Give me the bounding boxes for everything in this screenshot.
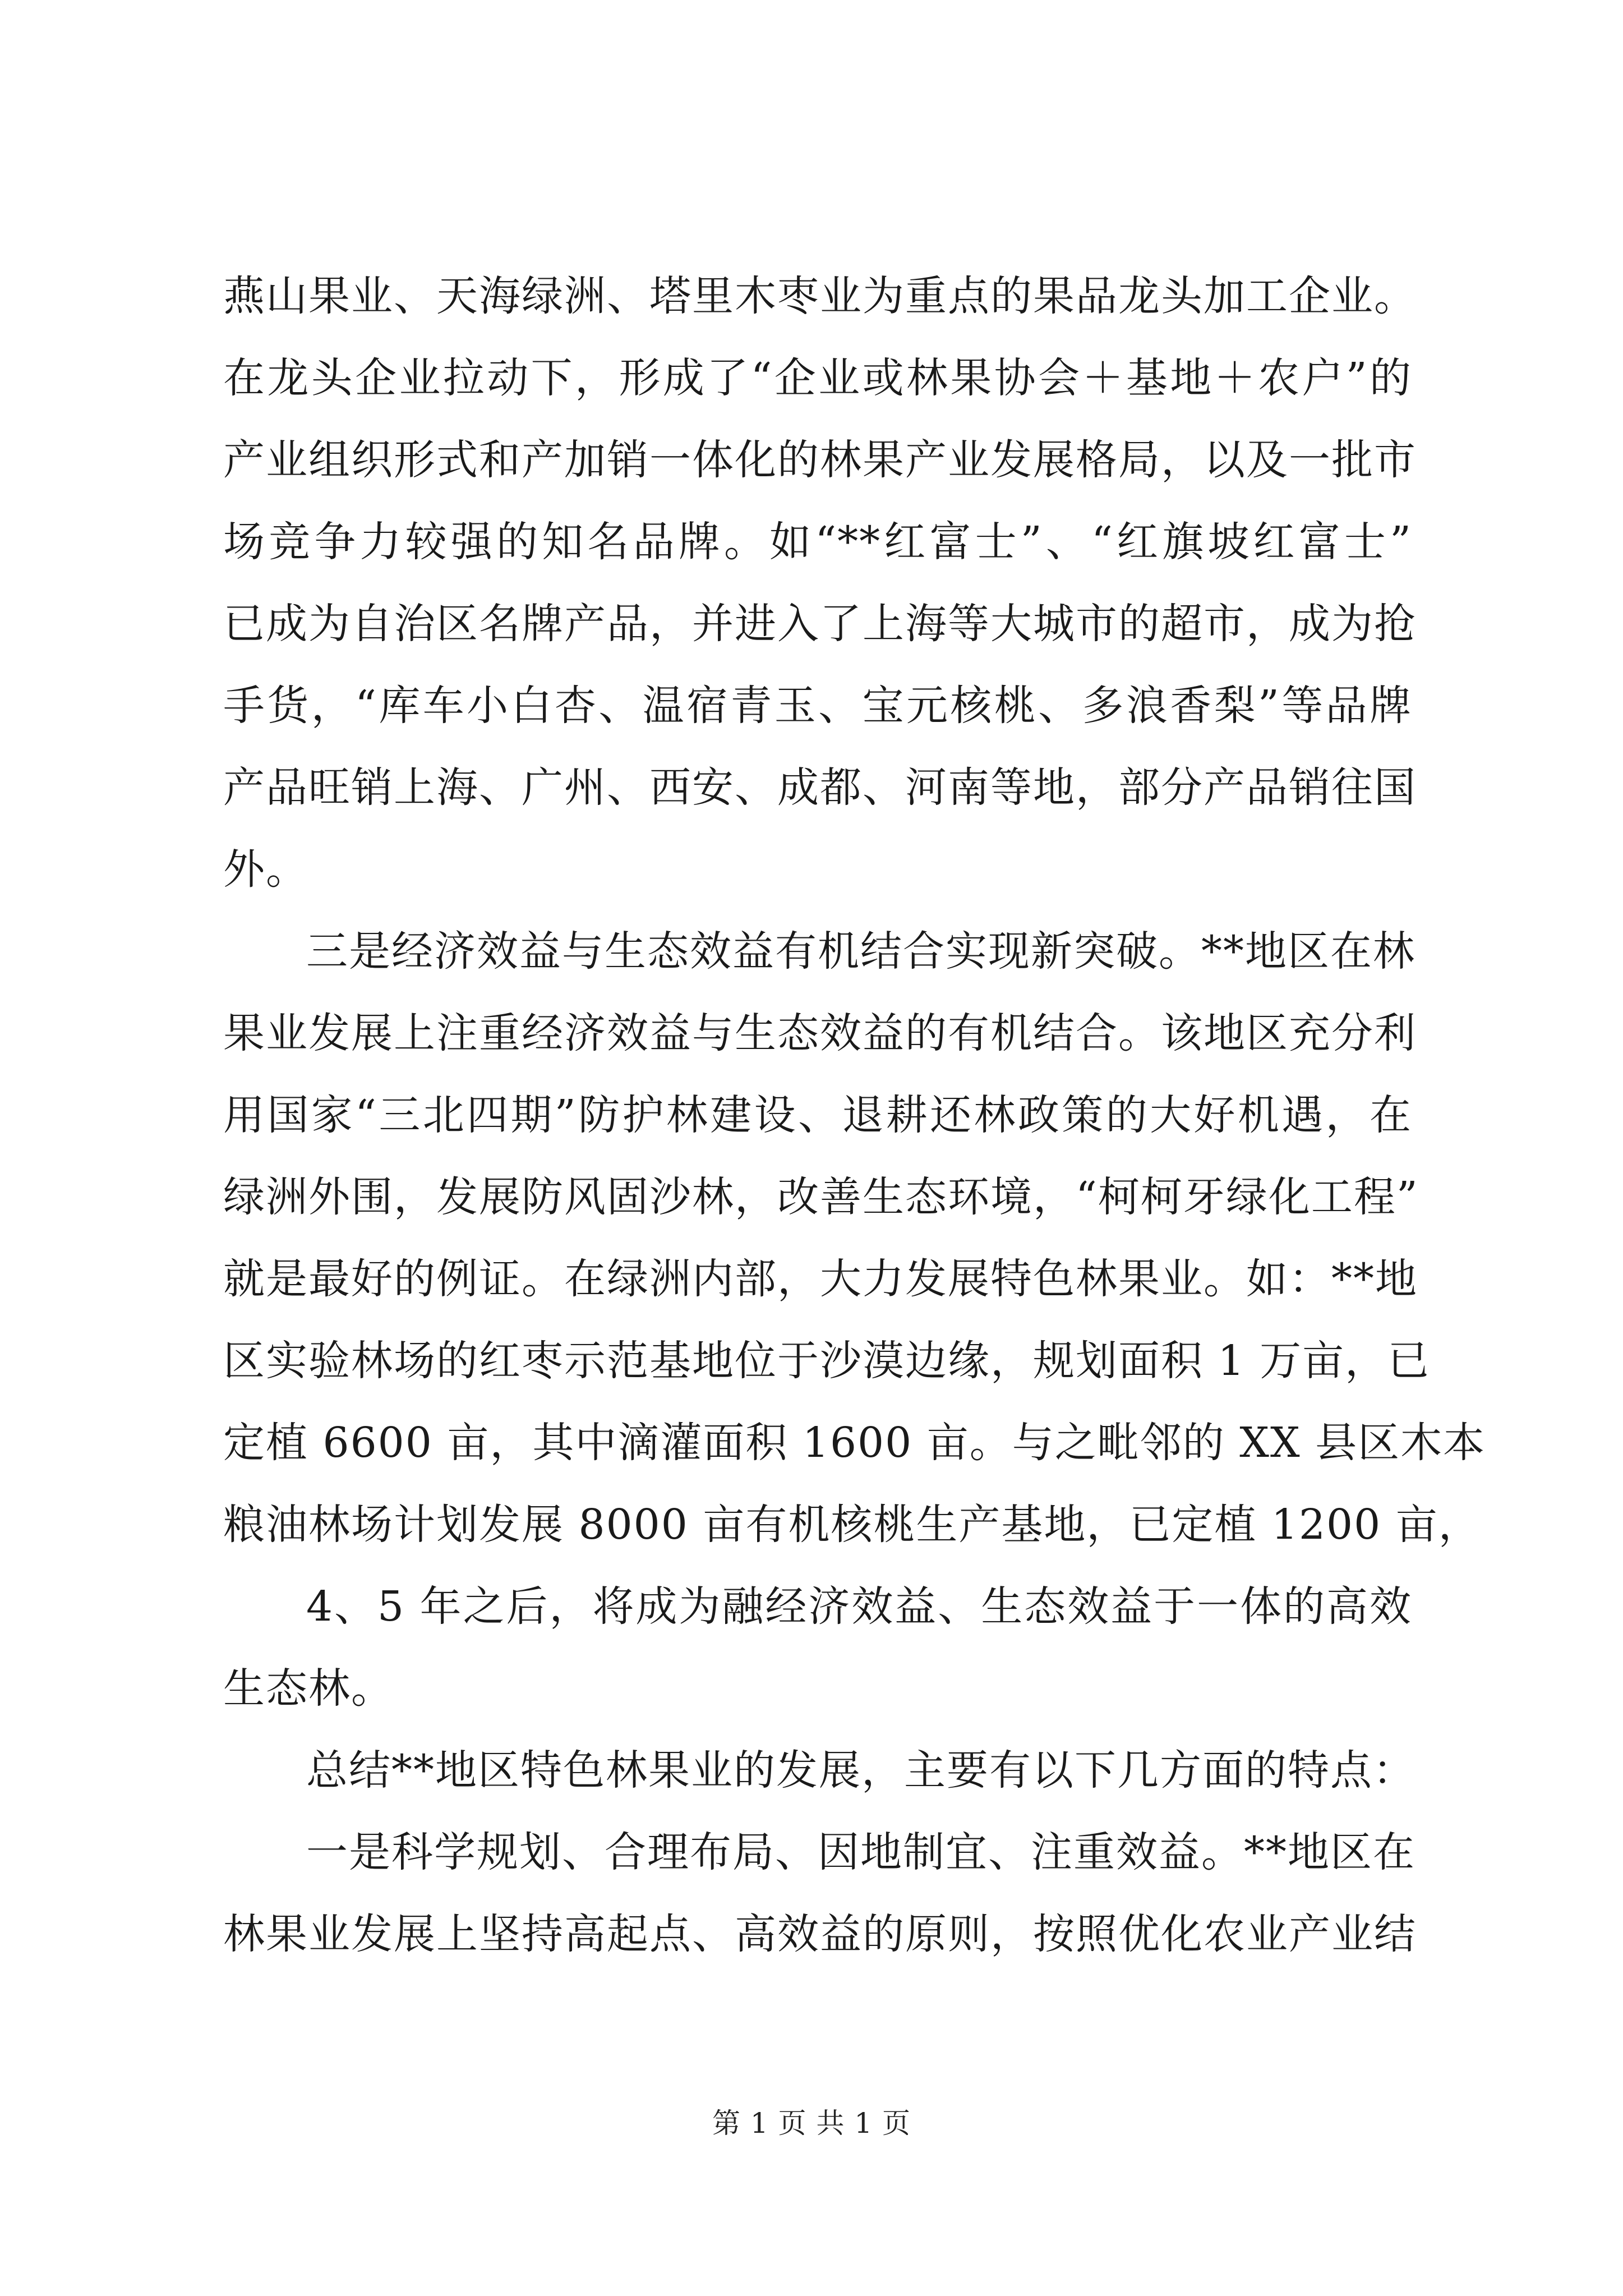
text-line: 场竞争力较强的知名品牌。如“**红富士”、“红旗坡红富士” [223, 518, 1412, 566]
paragraph-start-line: 4、5 年之后，将成为融经济效益、生态效益于一体的高效 [306, 1582, 1412, 1631]
text-line: 外。 [223, 845, 308, 894]
text-line: 就是最好的例证。在绿洲内部，大力发展特色林果业。如：**地 [223, 1255, 1418, 1303]
page-number-footer: 第 1 页 共 1 页 [712, 2107, 911, 2139]
text-line: 林果业发展上坚持高起点、高效益的原则，按照优化农业产业结 [223, 1910, 1417, 1958]
text-line: 已成为自治区名牌产品，并进入了上海等大城市的超市，成为抢 [223, 600, 1417, 648]
document-body [223, 255, 1486, 1975]
text-line: 产品旺销上海、广州、西安、成都、河南等地，部分产品销往国 [223, 763, 1417, 812]
text-line: 定植 6600 亩，其中滴灌面积 1600 亩。与之毗邻的 XX 县区木本 [223, 1419, 1486, 1467]
text-line: 用国家“三北四期”防护林建设、退耕还林政策的大好机遇，在 [223, 1091, 1412, 1139]
text-line: 手货，“库车小白杏、温宿青玉、宝元核桃、多浪香梨”等品牌 [223, 682, 1412, 730]
text-line: 区实验林场的红枣示范基地位于沙漠边缘，规划面积 1 万亩，已 [223, 1337, 1431, 1385]
paragraph-start-line: 三是经济效益与生态效益有机结合实现新突破。**地区在林 [306, 927, 1415, 976]
text-line: 粮油林场计划发展 8000 亩有机核桃生产基地，已定植 1200 亩， [223, 1501, 1481, 1549]
text-line: 生态林。 [223, 1664, 394, 1713]
text-line: 果业发展上注重经济效益与生态效益的有机结合。该地区充分利 [223, 1009, 1417, 1057]
text-line: 在龙头企业拉动下，形成了“企业或林果协会＋基地＋农户”的 [223, 354, 1412, 402]
text-line: 燕山果业、天海绿洲、塔里木枣业为重点的果品龙头加工企业。 [223, 272, 1417, 320]
text-line: 产业组织形式和产加销一体化的林果产业发展格局，以及一批市 [223, 436, 1417, 484]
paragraph-start-line: 总结**地区特色林果业的发展，主要有以下几方面的特点： [306, 1746, 1415, 1795]
text-line: 绿洲外围，发展防风固沙林，改善生态环境，“柯柯牙绿化工程” [223, 1173, 1419, 1221]
paragraph-start-line: 一是科学规划、合理布局、因地制宜、注重效益。**地区在 [306, 1828, 1415, 1876]
